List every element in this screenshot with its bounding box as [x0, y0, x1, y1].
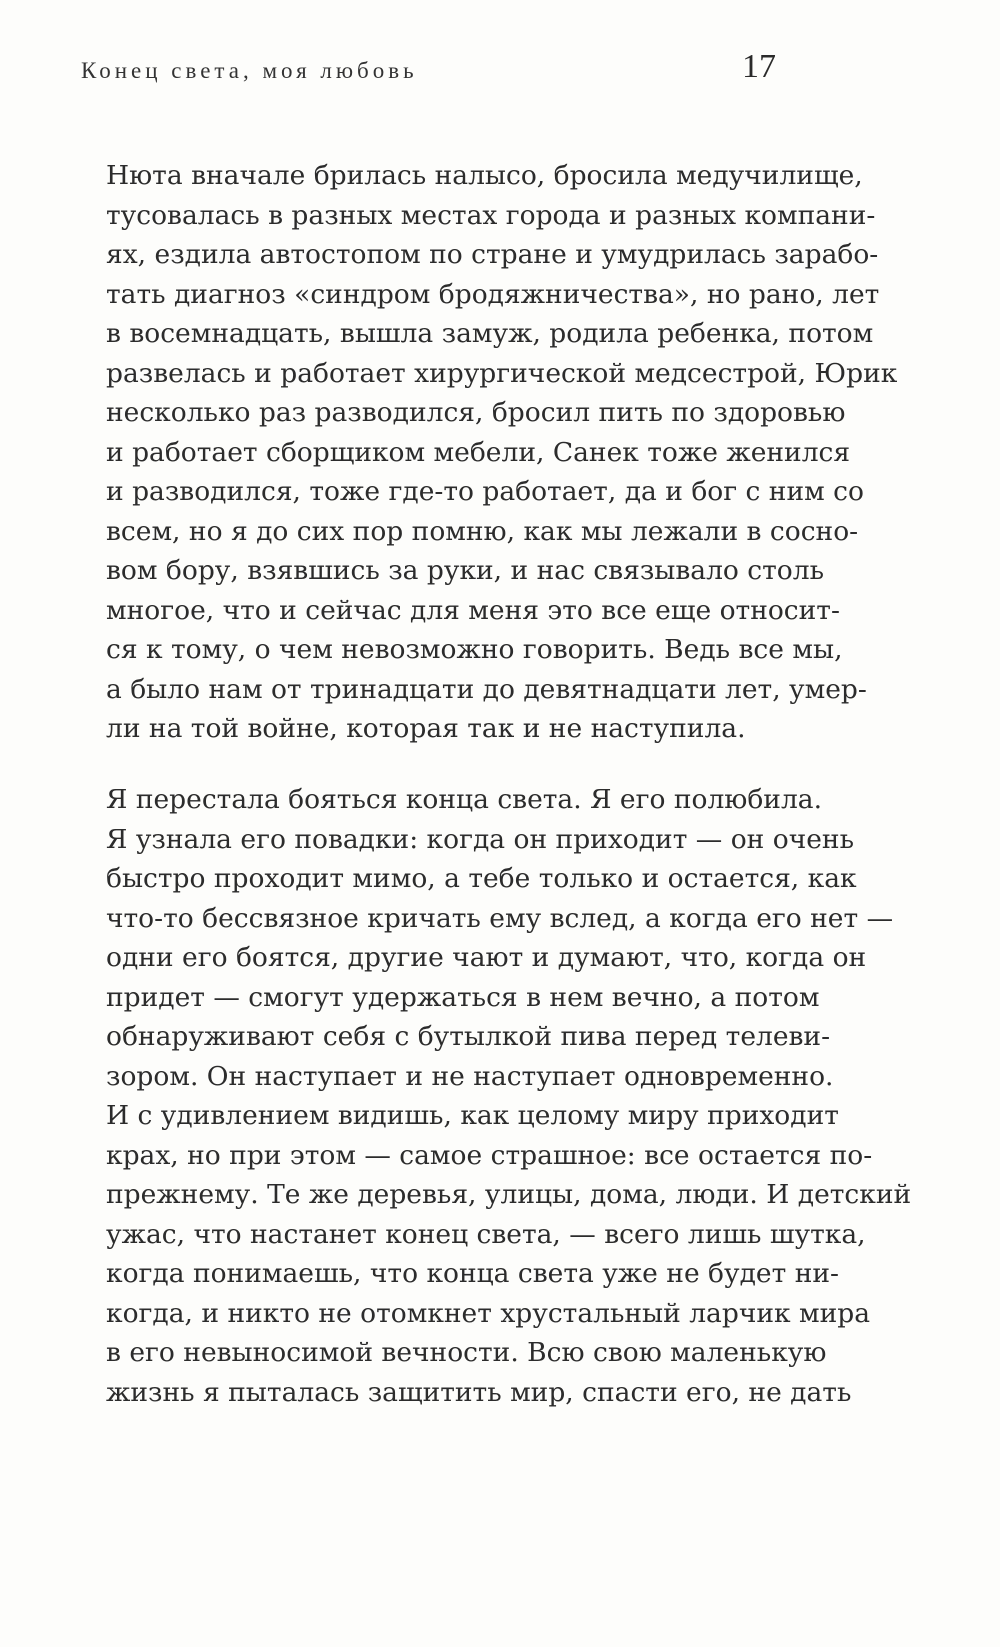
text-line: Я перестала бояться конца света. Я его полюбила. — [106, 784, 823, 815]
text-line: развелась и работает хирургической медсестрой, Юрик — [106, 357, 898, 389]
text-line: крах, но при этом — самое страшное: все остается по- — [106, 1139, 873, 1171]
text-line: в восемнадцать, вышла замуж, родила ребенка, потом — [106, 318, 874, 349]
text-line: и разводился, тоже где-то работает, да и бог с ним со — [106, 476, 864, 507]
text-line: обнаруживают себя с бутылкой пива перед телеви- — [106, 1021, 831, 1052]
text-line: тать диагноз «синдром бродяжничества», но рано, лет — [106, 278, 880, 310]
text-line: когда понимаешь, что конца света уже не будет ни- — [106, 1258, 839, 1289]
text-line: ужас, что настанет конец света, — всего лишь шутка, — [106, 1218, 866, 1250]
text-line: придет — смогут удержаться в нем вечно, а потом — [106, 981, 820, 1013]
text-line: Я узнала его повадки: когда он приходит — он очень — [106, 823, 855, 855]
text-line: когда, и никто не отомкнет хрустальный ларчик мира — [106, 1297, 871, 1329]
text-line: в его невыносимой вечности. Всю свою маленькую — [106, 1337, 827, 1368]
text-line: ли на той войне, которая так и не наступила. — [106, 713, 746, 744]
running-title: Конец света, моя любовь — [81, 58, 418, 83]
paragraph-2 — [106, 780, 912, 1412]
text-line: одни его боятся, другие чают и думают, что, когда он — [106, 942, 867, 973]
paragraph-1 — [106, 156, 898, 749]
page-number: 17 — [742, 48, 776, 85]
text-line: вом бору, взявшись за руки, и нас связывало столь — [106, 555, 825, 586]
text-line: тусовалась в разных местах города и разных компани- — [106, 199, 876, 231]
text-line: И с удивлением видишь, как целому миру приходит — [106, 1100, 839, 1131]
text-line: а было нам от тринадцати до девятнадцати лет, умер- — [106, 673, 867, 705]
text-line: зором. Он наступает и не наступает одновременно. — [106, 1060, 834, 1092]
text-line: всем, но я до сих пор помню, как мы лежали в сосно- — [106, 515, 859, 547]
text-line: прежнему. Те же деревья, улицы, дома, люди. И детский — [106, 1179, 912, 1210]
text-line: быстро проходит мимо, а тебе только и остается, как — [106, 863, 857, 894]
text-line: что-то бессвязное кричать ему вслед, а когда его нет — — [106, 902, 894, 934]
text-line: Нюта вначале брилась налысо, бросила медучилище, — [106, 160, 863, 191]
text-line: жизнь я пыталась защитить мир, спасти его, не дать — [106, 1376, 852, 1408]
text-line: и работает сборщиком мебели, Санек тоже женился — [106, 436, 851, 468]
text-line: ях, ездила автостопом по стране и умудрилась зарабо- — [106, 239, 879, 270]
text-line: многое, что и сейчас для меня это все еще относит- — [106, 594, 840, 626]
text-line: несколько раз разводился, бросил пить по здоровью — [106, 397, 846, 428]
text-line: ся к тому, о чем невозможно говорить. Ведь все мы, — [106, 634, 843, 665]
